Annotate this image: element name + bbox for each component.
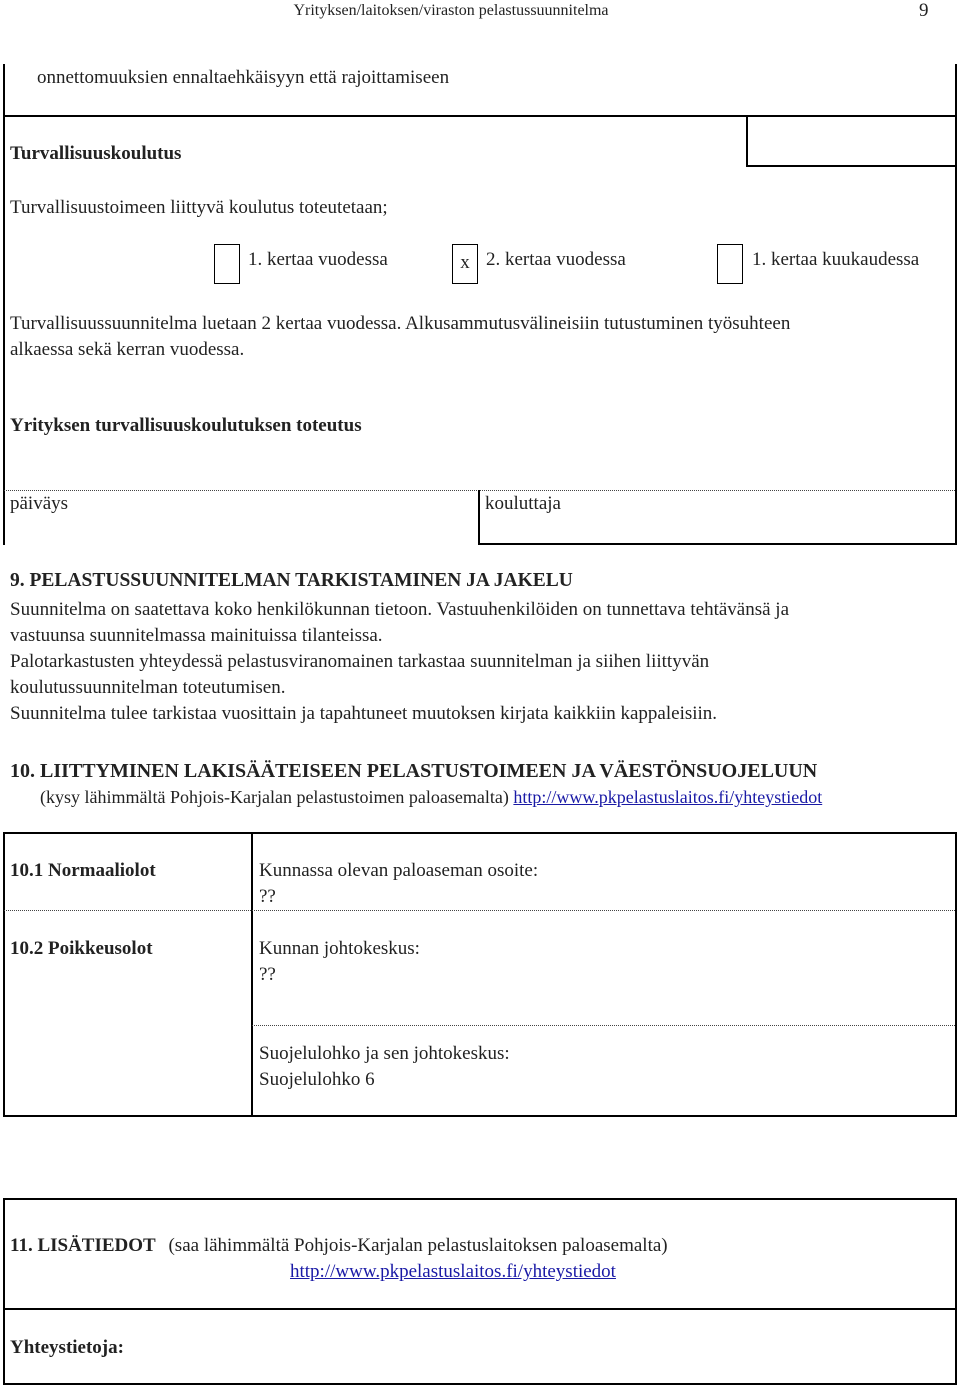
section-11-link-line (290, 1261, 616, 1283)
contacts-label: Yhteystietoja: (10, 1337, 124, 1358)
page-number: 9 (919, 0, 929, 21)
heading-row-border (746, 165, 956, 167)
checkbox-twice-a-year[interactable]: x (452, 244, 478, 284)
section-11-contact-link[interactable]: http://www.pkpelastuslaitos.fi/yhteystiedot (290, 1261, 616, 1282)
section-11-table-bottom (3, 1383, 957, 1385)
trainer-column-label: kouluttaja (485, 493, 561, 514)
option-label-once-a-year: 1. kertaa vuodessa (248, 249, 388, 270)
option-label-twice-a-year: 2. kertaa vuodessa (486, 249, 626, 270)
exceptional-conditions-label: 10.2 Poikkeusolot (10, 938, 153, 959)
section-10-table-top (3, 832, 957, 834)
training-note-line-1: Turvallisuussuunnitelma luetaan 2 kertaa vuodessa. Alkusammutusvälineisiin tutustuminen työsuhteen (10, 313, 791, 334)
section-11-table-right (955, 1198, 957, 1384)
heading-cell-divider (746, 115, 748, 166)
table-bottom-border (478, 543, 957, 545)
section-9-line-3: Palotarkastusten yhteydessä pelastusviranomainen tarkastaa suunnitelman ja siihen liittyvän (10, 651, 710, 672)
municipal-command-center-question: Kunnan johtokeskus: (259, 938, 420, 959)
section-10-table-left (3, 832, 5, 1116)
section-10-column-divider (251, 832, 253, 1116)
date-column-label: päiväys (10, 493, 69, 514)
section-11-heading-line (10, 1235, 668, 1257)
shelter-block-question: Suojelulohko ja sen johtokeskus: (259, 1043, 510, 1064)
section-10-contact-hint: (kysy lähimmältä Pohjois-Karjalan pelastustoimen paloasemalta) (40, 787, 509, 807)
checkbox-once-a-month[interactable] (717, 244, 743, 284)
shelter-block-answer: Suojelulohko 6 (259, 1069, 375, 1090)
table-left-border (3, 115, 5, 545)
municipal-command-center-answer: ?? (259, 964, 276, 985)
section-9-line-2: vastuunsa suunnitelmassa mainituissa tilanteissa. (10, 625, 383, 646)
section-11-table-top (3, 1198, 957, 1200)
section-10-row-divider (4, 910, 955, 911)
table-top-border (3, 115, 957, 117)
option-label-once-a-month: 1. kertaa kuukaudessa (752, 249, 920, 270)
section-11-note: (saa lähimmältä Pohjois-Karjalan pelastuslaitoksen paloasemalta) (168, 1235, 668, 1256)
shelter-row-divider (252, 1025, 955, 1026)
table-right-border (955, 115, 957, 545)
date-column-divider (478, 490, 480, 544)
box-left-border (3, 64, 5, 116)
training-heading: Turvallisuuskoulutus (10, 143, 182, 164)
training-intro: Turvallisuustoimeen liittyvä koulutus toteutetaan; (10, 197, 388, 218)
section-11-heading: 11. LISÄTIEDOT (10, 1235, 156, 1256)
section-10-subline (40, 786, 822, 808)
previous-section-fragment: onnettomuuksien ennaltaehkäisyyn että rajoittamiseen (37, 67, 450, 88)
date-row-top-line (4, 490, 955, 491)
training-note-line-2: alkaessa sekä kerran vuodessa. (10, 339, 245, 360)
fire-station-address-question: Kunnassa olevan paloaseman osoite: (259, 860, 539, 881)
section-9-line-5: Suunnitelma tulee tarkistaa vuosittain ja tapahtuneet muutoksen kirjata kaikkiin kappaleisiin. (10, 703, 718, 724)
section-10-contact-link[interactable]: http://www.pkpelastuslaitos.fi/yhteystiedot (513, 787, 823, 807)
fire-station-address-answer: ?? (259, 886, 276, 907)
section-9-line-1: Suunnitelma on saatettava koko henkilökunnan tietoon. Vastuuhenkilöiden on tunnettava tehtävänsä ja (10, 599, 789, 620)
page-header-title: Yrityksen/laitoksen/viraston pelastussuunnitelma (293, 2, 609, 19)
section-9-heading: 9. PELASTUSSUUNNITELMAN TARKISTAMINEN JA JAKELU (10, 570, 573, 591)
section-9-line-4: koulutussuunnitelman toteutumisen. (10, 677, 286, 698)
checkbox-once-a-year[interactable] (214, 244, 240, 284)
section-10-heading: 10. LIITTYMINEN LAKISÄÄTEISEEN PELASTUSTOIMEEN JA VÄESTÖNSUOJELUUN (10, 760, 818, 782)
box-right-border (955, 64, 957, 116)
section-10-table-bottom (3, 1115, 957, 1117)
section-10-table-right (955, 832, 957, 1116)
normal-conditions-label: 10.1 Normaaliolot (10, 860, 156, 881)
section-11-table-left (3, 1198, 5, 1384)
implementation-heading: Yrityksen turvallisuuskoulutuksen toteutus (10, 415, 362, 436)
section-11-row-divider (3, 1308, 957, 1310)
